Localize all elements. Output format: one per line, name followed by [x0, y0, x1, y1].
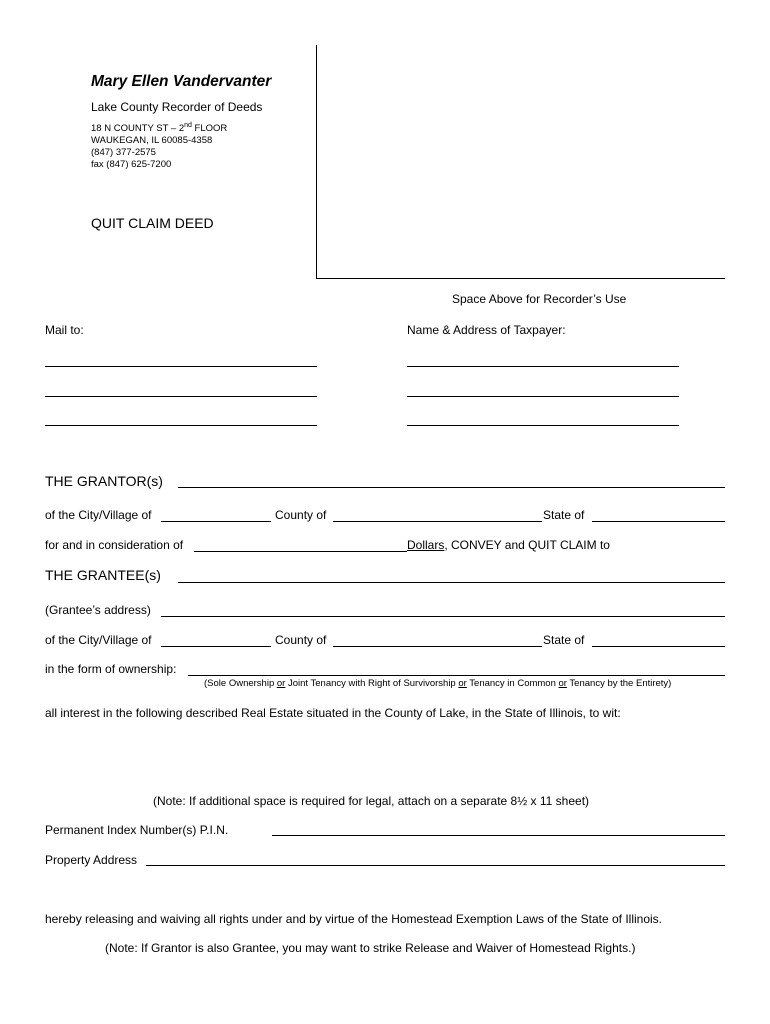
- ownership-options-hint: [204, 678, 671, 689]
- property-address-label: Property Address: [45, 853, 138, 867]
- consideration-field[interactable]: [194, 551, 407, 552]
- taxpayer-line-3[interactable]: [407, 425, 679, 426]
- grantor-name-field[interactable]: [178, 487, 725, 488]
- legal-description-note: (Note: If additional space is required for legal, attach on a separate 8½ x 11 sheet): [153, 794, 590, 808]
- mail-to-label: Mail to:: [45, 323, 84, 337]
- recorder-fax: fax (847) 625-7200: [91, 159, 172, 170]
- grantee-state-label: State of: [543, 633, 585, 647]
- grantor-city-label: of the City/Village of: [45, 508, 152, 522]
- grantee-city-label: of the City/Village of: [45, 633, 152, 647]
- grantee-state-field[interactable]: [592, 646, 725, 647]
- convey-text: [407, 538, 610, 552]
- grantee-city-field[interactable]: [161, 646, 271, 647]
- grantor-county-label: County of: [275, 508, 327, 522]
- mail-to-line-3[interactable]: [45, 425, 317, 426]
- taxpayer-line-1[interactable]: [407, 366, 679, 367]
- recorder-box-bottom-edge: [316, 278, 725, 279]
- recorder-name: Mary Ellen Vandervanter: [91, 73, 272, 90]
- grantor-city-field[interactable]: [161, 521, 271, 522]
- grantee-county-label: County of: [275, 633, 327, 647]
- ownership-label: in the form of ownership:: [45, 662, 177, 676]
- street-ordinal: nd: [184, 122, 192, 129]
- taxpayer-line-2[interactable]: [407, 396, 679, 397]
- grantee-label: THE GRANTEE(s): [45, 567, 161, 583]
- hint-or-1: or: [276, 678, 286, 689]
- recorder-phone: (847) 377-2575: [91, 147, 156, 158]
- recorder-city: WAUKEGAN, IL 60085-4358: [91, 135, 213, 146]
- street-floor: FLOOR: [191, 123, 228, 134]
- real-estate-statement: all interest in the following described Real Estate situated in the County of Lake, in the State of Illinois, to wit:: [45, 706, 621, 720]
- property-address-field[interactable]: [146, 865, 725, 866]
- homestead-statement: hereby releasing and waiving all rights under and by virtue of the Homestead Exemption Laws of the State of Illinois.: [45, 912, 663, 926]
- hint-or-2: or: [458, 678, 467, 689]
- consideration-label: for and in consideration of: [45, 538, 184, 552]
- grantee-address-field[interactable]: [161, 616, 725, 617]
- grantee-address-label: (Grantee’s address): [45, 603, 151, 617]
- grantee-county-field[interactable]: [333, 646, 542, 647]
- recorder-office: Lake County Recorder of Deeds: [91, 100, 263, 114]
- mail-to-line-1[interactable]: [45, 366, 317, 367]
- mail-to-line-2[interactable]: [45, 396, 317, 397]
- grantor-label: THE GRANTOR(s): [45, 473, 163, 489]
- recorder-street: [91, 123, 227, 135]
- hint-sole: (Sole Ownership: [204, 678, 277, 689]
- pin-label: Permanent Index Number(s) P.I.N.: [45, 823, 229, 837]
- pin-field[interactable]: [272, 835, 725, 836]
- grantor-state-field[interactable]: [592, 521, 725, 522]
- recorder-use-label: Space Above for Recorder’s Use: [452, 292, 627, 306]
- grantor-grantee-note: (Note: If Grantor is also Grantee, you may want to strike Release and Waiver of Homestead Rights.): [105, 941, 636, 955]
- grantor-county-field[interactable]: [333, 521, 542, 522]
- ownership-field[interactable]: [188, 675, 725, 676]
- hint-common: Tenancy in Common: [466, 678, 559, 689]
- document-title: QUIT CLAIM DEED: [91, 215, 214, 231]
- taxpayer-label: Name & Address of Taxpayer:: [407, 323, 566, 337]
- grantee-name-field[interactable]: [178, 582, 725, 583]
- convey-quit-claim-text: , CONVEY and QUIT CLAIM to: [444, 538, 610, 552]
- hint-joint: Joint Tenancy with Right of Survivorship: [285, 678, 459, 689]
- hint-entirety: Tenancy by the Entirety): [566, 678, 672, 689]
- dollars-text: Dollars: [407, 538, 445, 552]
- hint-or-3: or: [558, 678, 567, 689]
- grantor-state-label: State of: [543, 508, 585, 522]
- recorder-box-left-edge: [316, 45, 317, 279]
- street-text: 18 N COUNTY ST – 2: [91, 123, 185, 134]
